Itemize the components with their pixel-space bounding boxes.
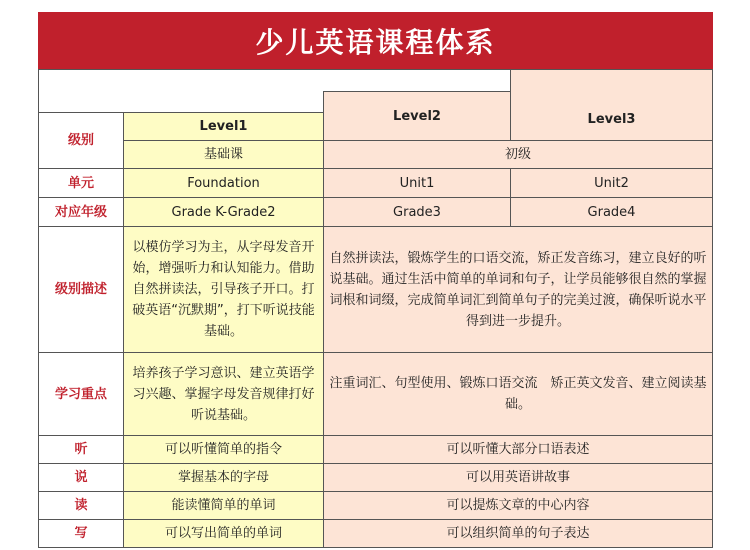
row-label-unit: 单元 [38, 168, 124, 198]
listen-level1: 可以听懂简单的指令 [123, 435, 324, 464]
level23-subtitle: 初级 [323, 140, 713, 169]
level1-subtitle: 基础课 [123, 140, 324, 169]
focus-level1: 培养孩子学习意识、建立英语学习兴趣、掌握字母发音规律打好听说基础。 [123, 352, 324, 436]
row-label-description: 级别描述 [38, 226, 124, 353]
grade-level3: Grade4 [510, 197, 713, 227]
grade-level2: Grade3 [323, 197, 511, 227]
speak-level1: 掌握基本的字母 [123, 463, 324, 492]
write-level23: 可以组织简单的句子表达 [323, 519, 713, 548]
header-level3: Level3 [510, 69, 713, 169]
read-level1: 能读懂简单的单词 [123, 491, 324, 520]
read-level23: 可以提炼文章的中心内容 [323, 491, 713, 520]
focus-level23: 注重词汇、句型使用、锻炼口语交流 矫正英文发音、建立阅读基础。 [323, 352, 713, 436]
unit-level2: Unit1 [323, 168, 511, 198]
grade-level1: Grade K-Grade2 [123, 197, 324, 227]
row-label-listen: 听 [38, 435, 124, 464]
speak-level23: 可以用英语讲故事 [323, 463, 713, 492]
unit-level3: Unit2 [510, 168, 713, 198]
listen-level23: 可以听懂大部分口语表述 [323, 435, 713, 464]
page-title: 少儿英语课程体系 [38, 12, 713, 69]
description-level23: 自然拼读法，锻炼学生的口语交流，矫正发音练习，建立良好的听说基础。通过生活中简单的单词和句子，让学员能够很自然的掌握词根和词缀，完成简单词汇到简单句子的完美过渡，确保听说水平得到进一步提升。 [323, 226, 713, 353]
unit-level1: Foundation [123, 168, 324, 198]
row-label-read: 读 [38, 491, 124, 520]
description-level1: 以模仿学习为主，从字母发音开始，增强听力和认知能力。借助自然拼读法，引导孩子开口。打破英语“沉默期”，打下听说技能基础。 [123, 226, 324, 353]
header-level1: Level1 [123, 112, 324, 141]
row-label-grade: 对应年级 [38, 197, 124, 227]
header-level2: Level2 [323, 91, 511, 141]
row-label-write: 写 [38, 519, 124, 548]
row-label-speak: 说 [38, 463, 124, 492]
row-label-level: 级别 [38, 112, 124, 169]
write-level1: 可以写出简单的单词 [123, 519, 324, 548]
row-label-focus: 学习重点 [38, 352, 124, 436]
